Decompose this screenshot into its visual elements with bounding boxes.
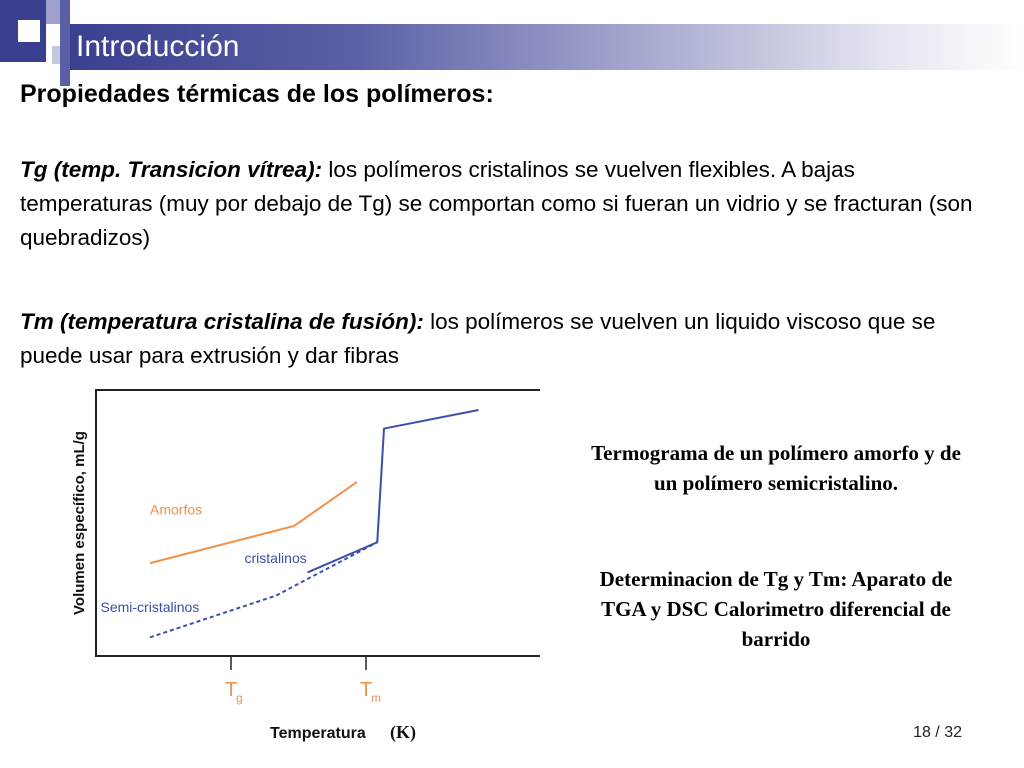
x-axis-label: Temperatura (270, 725, 366, 742)
series-label-amorfos: Amorfos (150, 501, 203, 518)
slide-heading: Propiedades térmicas de los polímeros: (20, 80, 494, 108)
x-tick-label-1: T (360, 679, 373, 701)
thermogram-chart (60, 388, 540, 748)
x-tick-sub-1: m (371, 691, 381, 705)
y-axis-label: Volumen específico, mL/g (71, 431, 88, 615)
x-tick-sub-0: g (236, 691, 243, 705)
decor-square-dark (60, 0, 70, 86)
decor-square-mid (18, 20, 40, 42)
page-number: 18 / 32 (913, 724, 962, 741)
x-tick-label-0: T (225, 679, 238, 701)
method-caption: Determinacion de Tg y Tm: Aparato de TGA y DSC Calorimetro diferencial de barrido (599, 567, 953, 651)
x-axis-unit: (K) (390, 722, 416, 742)
tg-paragraph (20, 153, 990, 255)
tg-description: los polímeros cristalinos se vuelven flexibles. A bajas temperaturas (muy por debajo de Tg) se comportan como si fueran un vidrio y se fracturan (son quebradizos) (20, 157, 973, 250)
chart-frame (96, 390, 540, 656)
tm-paragraph (20, 305, 990, 373)
tg-term: Tg (temp. Transicion vítrea): (20, 157, 323, 182)
series-label-semi-cristalinos: Semi-cristalinos (100, 598, 200, 615)
slide-title: Introducción (76, 30, 240, 63)
tm-term: Tm (temperatura cristalina de fusión): (20, 309, 424, 334)
series-line-cristalinos (308, 410, 479, 572)
tm-description: los polímeros se vuelven un liquido viscoso que se puede usar para extrusión y dar fibras (20, 309, 936, 368)
chart-svg (60, 388, 540, 748)
series-label-cristalinos: cristalinos (244, 550, 307, 567)
chart-caption: Termograma de un polímero amorfo y de un polímero semicristalino. (591, 441, 961, 495)
